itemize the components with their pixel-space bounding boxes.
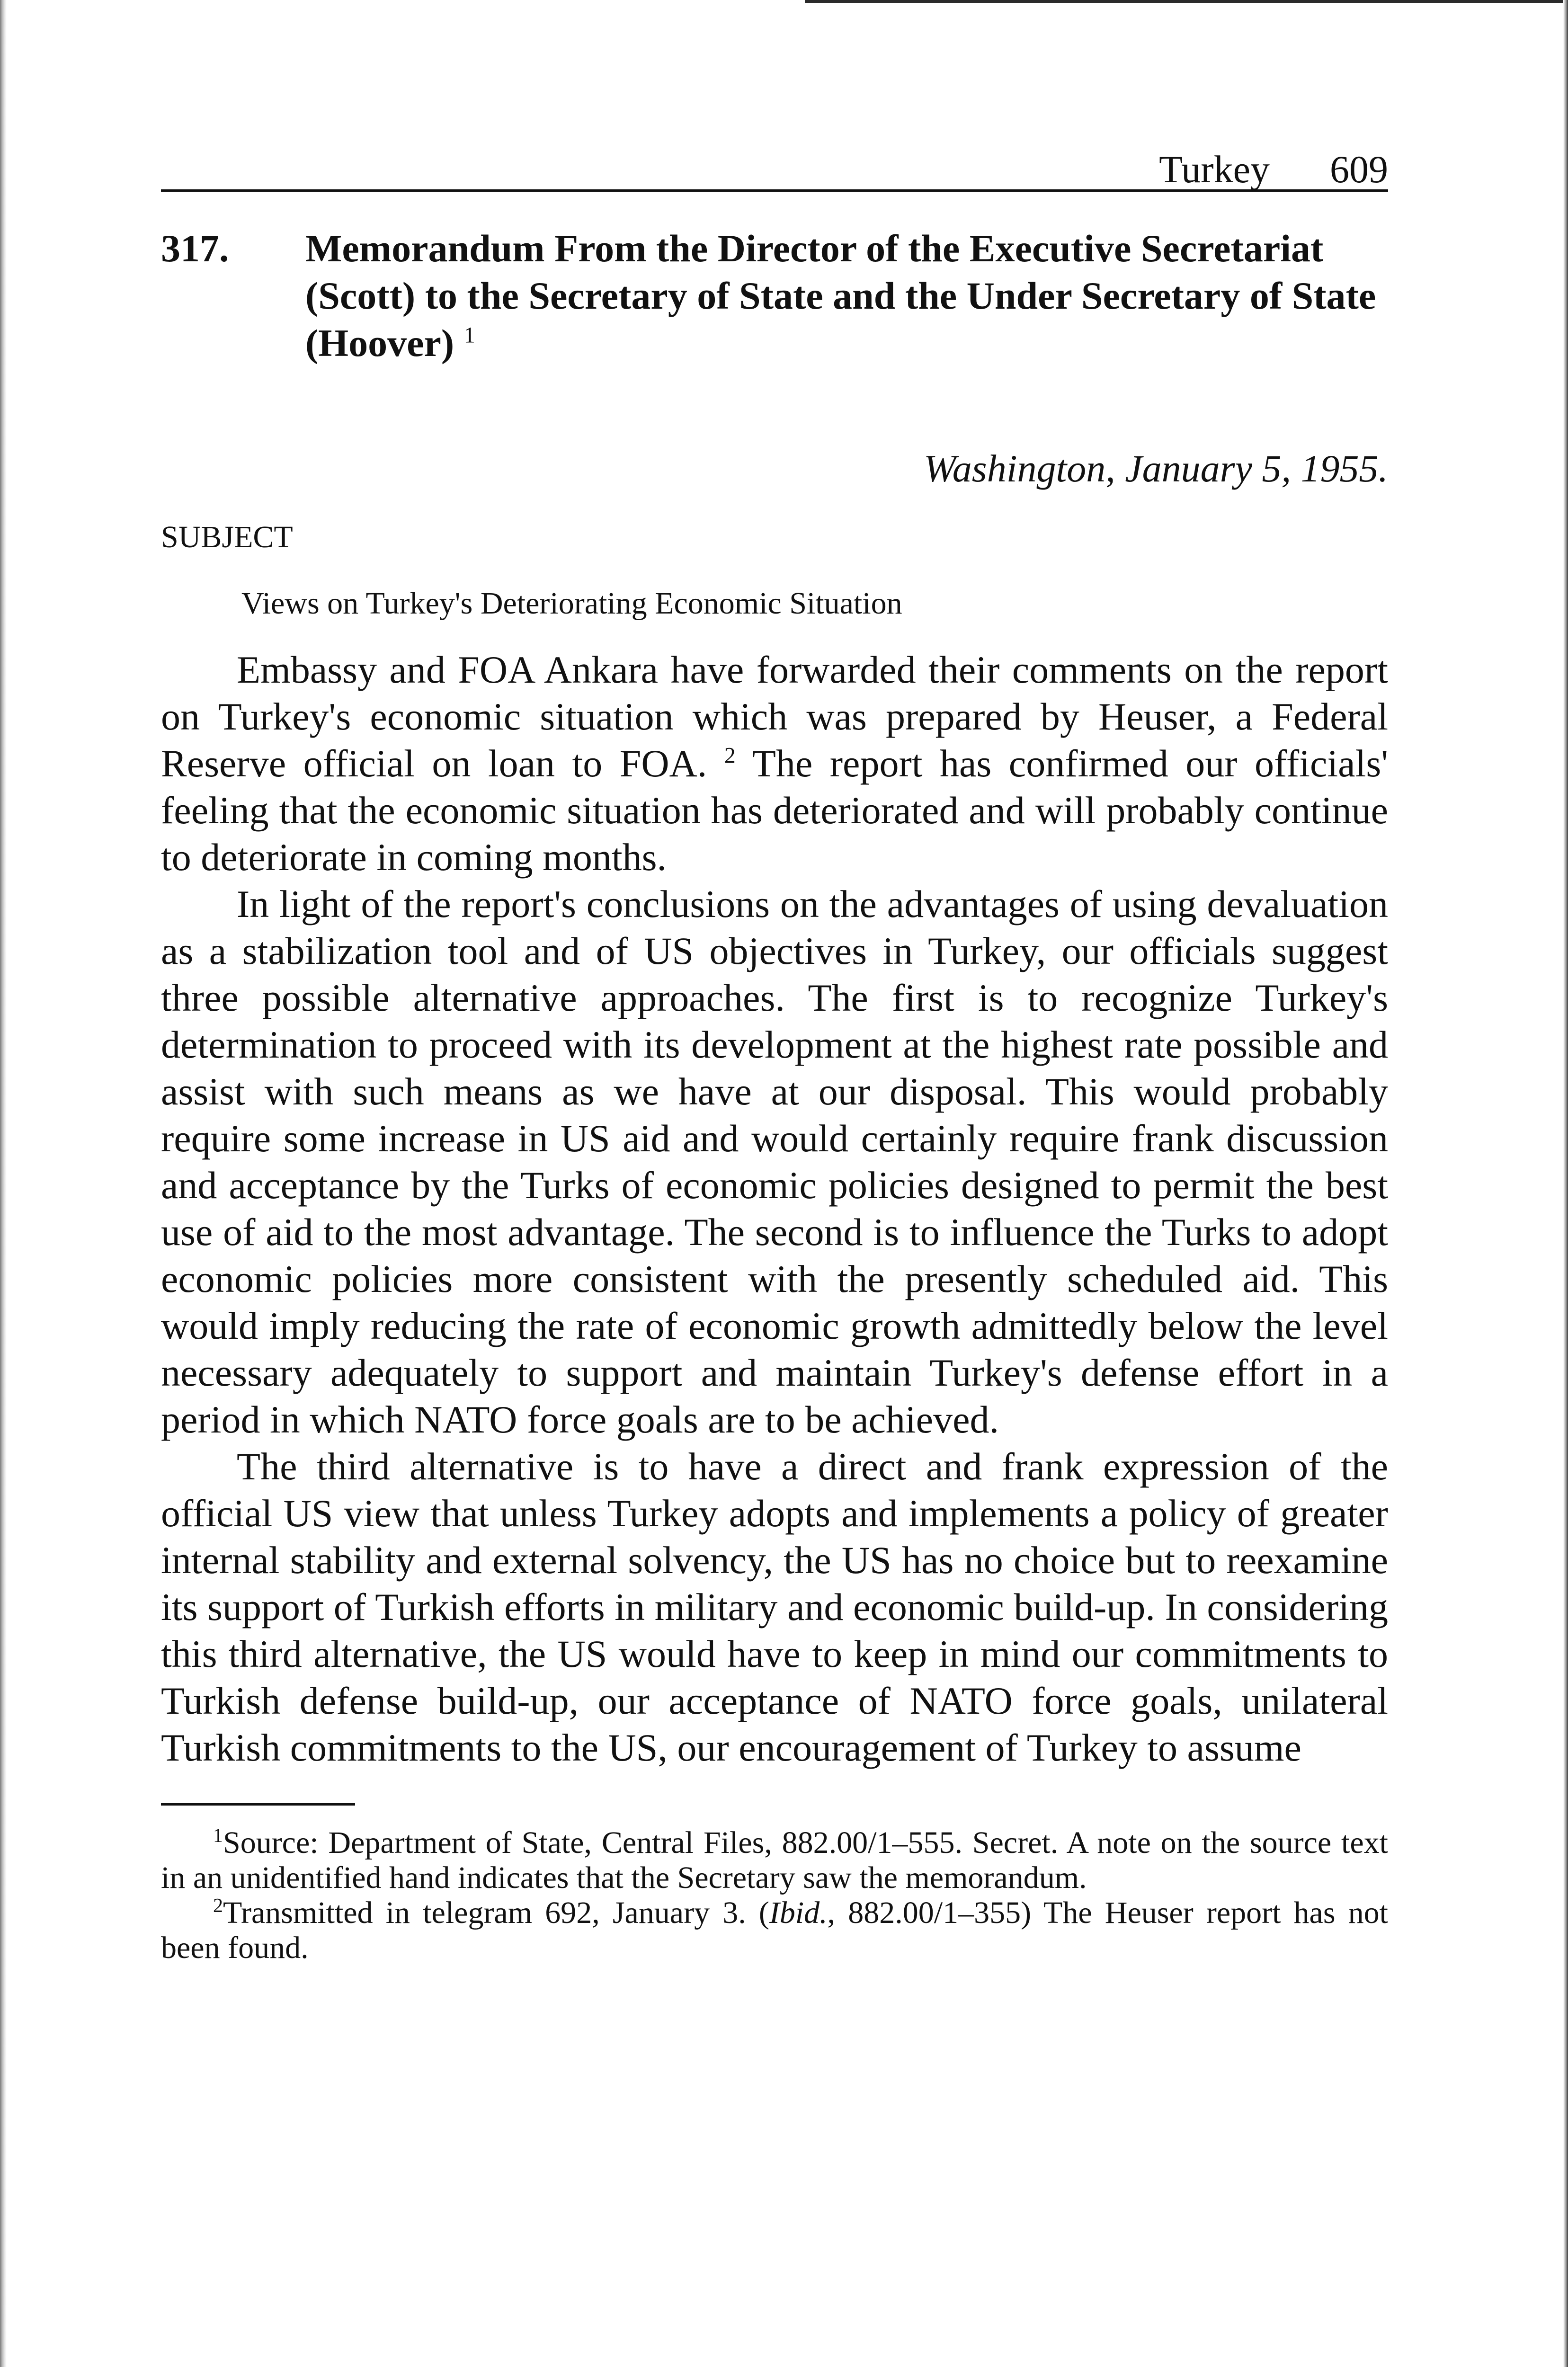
footnotes (161, 1825, 1388, 1966)
paragraph-2: In light of the report's conclusions on the advantages of using devaluation as a stabilization tool and of US objectives in Turkey, our officials suggest three possible alternative approaches. The first is to recognize Turkey's determination to proceed with its development at the highest rate possible and assist with such means as we have at our disposal. This would probably require some increase in US aid and would certainly require frank discussion and acceptance by the Turks of economic policies designed to permit the best use of aid to the most advantage. The second is to influence the Turks to adopt economic policies more consistent with the presently scheduled aid. This would imply reducing the rate of economic growth admittedly below the level necessary adequately to support and maintain Turkey's defense effort in a period in which NATO force goals are to be achieved. (161, 882, 1388, 1441)
body-text (161, 646, 1388, 1771)
footnote-2 (161, 1895, 1388, 1966)
footnote-1-mark: 1 (213, 1825, 223, 1847)
footnote-2-mark: 2 (213, 1895, 223, 1917)
paragraph-1 (161, 646, 1388, 881)
footnote-rule (161, 1803, 355, 1806)
running-head-title: Turkey (1159, 148, 1270, 191)
document-number: 317. (161, 227, 229, 270)
document-page (161, 142, 1388, 1966)
paragraph-3: The third alternative is to have a direct and frank expression of the official US view that unless Turkey adopts and implements a policy of greater internal stability and external solvency, the US has no choice but to reexamine its support of Turkish efforts in military and economic build-up. In considering this third alternative, the US would have to keep in mind our commitments to Turkish defense build-up, our acceptance of NATO force goals, unilateral Turkish commitments to the US, our encouragement of Turkey to assume (161, 1445, 1388, 1769)
subject-text: Views on Turkey's Deteriorating Economic Situation (241, 586, 902, 621)
page-number: 609 (1330, 148, 1388, 191)
scan-top-edge (805, 0, 1568, 3)
scan-right-edge (1563, 0, 1568, 2367)
footnote-1-text: Source: Department of State, Central Files, 882.00/1–555. Secret. A note on the source text in an unidentified hand indicates that the Secretary saw the memorandum. (161, 1825, 1388, 1895)
footnote-2-text-b: , 882.00/1–355) The Heuser report has not been found. (161, 1895, 1388, 1965)
footnote-2-text-a: Transmitted in telegram 692, January 3. ( (223, 1895, 769, 1930)
paragraph-1-part-b: The report has confirmed our officials' feeling that the economic situation has deteriorated and will probably continue to deteriorate in coming months. (161, 742, 1389, 879)
document-title (305, 225, 1388, 367)
footnote-ref-1[interactable]: 1 (463, 322, 475, 348)
running-head (161, 142, 1388, 192)
dateline: Washington, January 5, 1955. (924, 447, 1388, 490)
paragraph-1-part-a: Embassy and FOA Ankara have forwarded their comments on the report on Turkey's economic situation which was prepared by Heuser, a Federal Reserve official on loan to FOA. (161, 648, 1388, 785)
subject-label: SUBJECT (161, 520, 293, 554)
footnote-2-ibid: Ibid. (769, 1895, 828, 1930)
document-heading (161, 225, 1388, 367)
document-title-text: Memorandum From the Director of the Executive Secretariat (Scott) to the Secretary of State and the Under Secretary of State (Hoover) (305, 227, 1376, 365)
footnote-1 (161, 1825, 1388, 1895)
footnote-ref-2[interactable]: 2 (724, 743, 736, 768)
scan-left-edge (0, 0, 7, 2367)
